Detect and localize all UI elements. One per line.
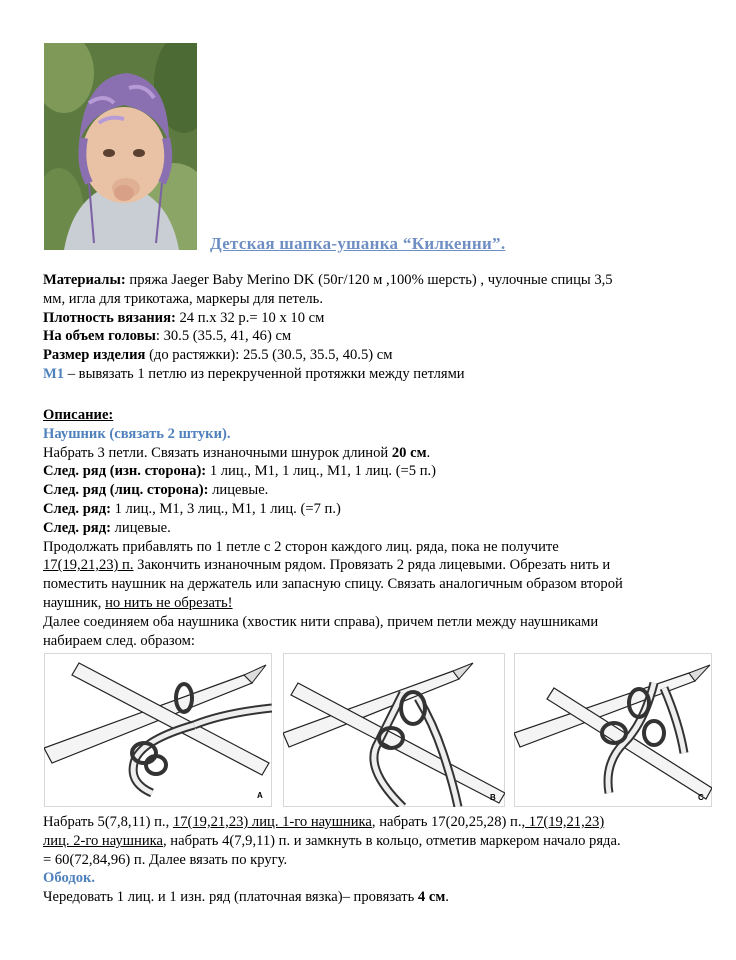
row-3-label: След. ряд:: [43, 500, 111, 517]
page-title: Детская шапка-ушанка “Килкенни”.: [210, 234, 506, 253]
figure-b-label: B: [490, 793, 496, 802]
cast-on-text: Набрать 3 петли. Связать изнаночными шнурок длиной: [43, 444, 392, 461]
join-text-2: , набрать 17(20,25,28) п.,: [371, 814, 526, 830]
cast-on-end: .: [426, 444, 431, 461]
row-2-label: След. ряд (лиц. сторона):: [43, 482, 209, 499]
baby-in-knitted-hat-photo-icon: [44, 43, 197, 250]
join-line-2: [43, 832, 703, 851]
do-not-cut-note: но нить не обрезать!: [105, 594, 233, 611]
m1-label: М1: [43, 365, 65, 382]
gauge-value: 24 п.х 32 р.= 10 х 10 см: [175, 309, 325, 326]
description-heading-line: [43, 406, 703, 425]
figure-b: [283, 653, 505, 807]
gauge-line: [43, 309, 703, 328]
row-1-line: [43, 462, 703, 481]
cast-on-line: [43, 444, 703, 463]
paragraph-1-line-2: [43, 556, 703, 575]
row-2-text: лицевые.: [208, 482, 269, 499]
figure-a-label: A: [257, 791, 263, 800]
knitting-needles-cast-on-step-c-icon: [514, 653, 712, 807]
m1-line: [43, 365, 703, 384]
knitting-needles-cast-on-step-a-icon: [44, 653, 272, 807]
figure-c: [514, 653, 712, 807]
materials-line-1: [43, 271, 703, 290]
join-block: [43, 813, 703, 907]
join-text-3: , набрать 4(7,9,11) п. и замкнуть в кольцо, отметив маркером начало ряда.: [162, 832, 621, 849]
row-3-text: 1 лиц., М1, 3 лиц., М1, 1 лиц. (=7 п.): [110, 500, 341, 517]
join-line-1: [43, 813, 703, 832]
join-text-1: Набрать 5(7,8,11) п.,: [43, 814, 173, 830]
gauge-label: Плотность вязания:: [43, 309, 176, 326]
knitting-needles-cast-on-step-b-icon: [283, 653, 505, 807]
materials-line-2: мм, игла для трикотажа, маркеры для петель.: [43, 290, 323, 307]
paragraph-2-line-2: набираем след. образом:: [43, 632, 195, 649]
row-3-line: [43, 500, 703, 519]
paragraph-1-line-1: Продолжать прибавлять по 1 петле с 2 сторон каждого лиц. ряда, пока не получите: [43, 538, 559, 555]
row-4-text: лицевые.: [110, 519, 171, 536]
item-size-line: [43, 346, 703, 365]
head-size-line: [43, 327, 703, 346]
stitch-count-17: 17(19,21,23) п.: [43, 557, 134, 574]
earflap-heading: Наушник (связать 2 штуки).: [43, 425, 231, 442]
first-earflap-stitches: 17(19,21,23) лиц. 1-го наушника: [172, 814, 372, 830]
row-1-label: След. ряд (изн. сторона):: [43, 463, 207, 480]
row-4-line: [43, 519, 703, 538]
cast-on-length: 20 см: [391, 444, 427, 461]
description-heading: Описание:: [43, 407, 114, 423]
baby-photo: [44, 43, 197, 250]
rim-text: Чередовать 1 лиц. и 1 изн. ряд (платочная вязка)– провязать: [43, 889, 418, 906]
paragraph-1-line-3: поместить наушник на держатель или запасную спицу. Связать аналогичным образом второй: [43, 576, 623, 593]
paragraph-1-line-2-text: Закончить изнаночным рядом. Провязать 2 ряда лицевыми. Обрезать нить и: [133, 557, 611, 574]
row-1-text: 1 лиц., М1, 1 лиц., М1, 1 лиц. (=5 п.): [206, 463, 437, 480]
item-size-label: Размер изделия: [43, 347, 146, 364]
row-4-label: След. ряд:: [43, 519, 111, 536]
rim-length: 4 см: [417, 889, 446, 906]
materials-block: [43, 271, 703, 384]
second-earflap-label: лиц. 2-го наушника: [43, 832, 163, 849]
head-size-value: : 30.5 (35.5, 41, 46) см: [155, 328, 292, 345]
rim-line: [43, 888, 703, 907]
materials-text: пряжа Jaeger Baby Merino DK (50г/120 м ,100% шерсть) , чулочные спицы 3,5: [125, 272, 613, 288]
join-line-3: = 60(72,84,96) п. Далее вязать по кругу.: [43, 851, 288, 868]
row-2-line: [43, 481, 703, 500]
description-block: [43, 406, 703, 650]
item-size-value: (до растяжки): 25.5 (30.5, 35.5, 40.5) см: [145, 347, 393, 364]
paragraph-2-line-1: Далее соединяем оба наушника (хвостик нити справа), причем петли между наушниками: [43, 613, 599, 630]
rim-heading: Ободок.: [43, 870, 96, 887]
cast-on-illustrations: [44, 653, 712, 807]
paragraph-1-line-4-text: наушник,: [43, 594, 106, 611]
rim-end: .: [445, 889, 449, 906]
m1-value: – вывязать 1 петлю из перекрученной протяжки между петлями: [64, 365, 465, 382]
figure-c-label: C: [698, 793, 704, 802]
materials-label: Материалы:: [43, 272, 126, 288]
figure-a: [44, 653, 272, 807]
paragraph-1-line-4: [43, 594, 703, 613]
second-earflap-count: 17(19,21,23): [525, 814, 605, 830]
head-size-label: На объем головы: [43, 328, 156, 345]
